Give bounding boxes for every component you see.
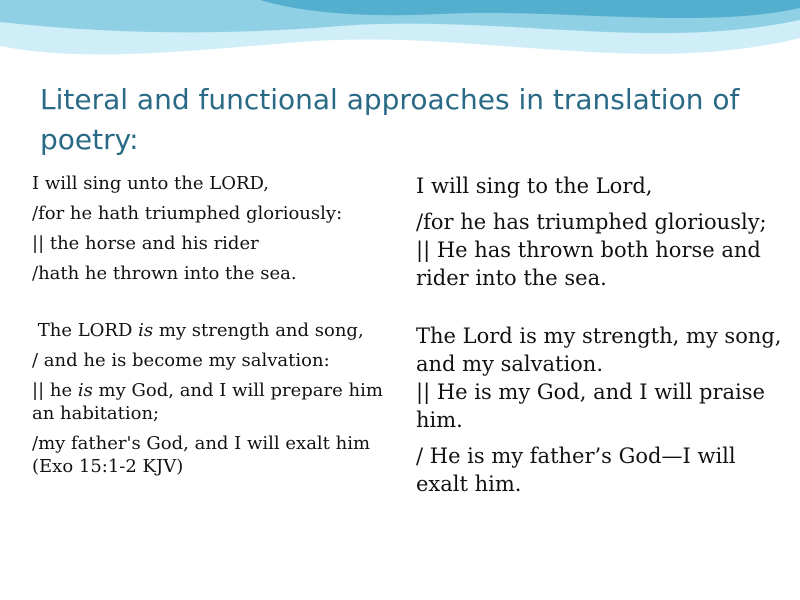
kjv-line: / and he is become my salvation: [32,350,330,371]
kjv-line [32,319,392,342]
kjv-line: /hath he thrown into the sea. [32,263,297,284]
text-segment: my God, and I will prepare him an habitation; [32,380,383,424]
stanza-gap [32,292,392,319]
modern-line [416,208,784,292]
kjv-line [32,379,392,425]
functional-translation-column [416,172,784,506]
modern-line [416,322,784,434]
literal-translation-column [32,172,392,485]
text-segment: || he [32,380,78,401]
wave-banner-decoration [0,0,800,90]
kjv-line: I will sing unto the LORD, [32,173,270,194]
italic-word: is [138,320,154,341]
modern-line: I will sing to the Lord, [416,174,653,198]
text-segment: /for he has triumphed gloriously; [416,210,767,234]
stanza-gap [416,300,784,322]
kjv-line: || the horse and his rider [32,233,259,254]
text-segment: The Lord is my strength, my song, and my salvation. [416,324,782,376]
slide-title: Literal and functional approaches in translation of poetry: [40,83,740,156]
kjv-line: /for he hath triumphed gloriously: [32,203,343,224]
kjv-line: /my father's God, and I will exalt him (Exo 15:1-2 KJV) [32,433,371,477]
text-segment: || He is my God, and I will praise him. [416,380,765,432]
text-segment: The LORD [32,320,139,341]
italic-word: is [77,380,93,401]
text-segment: || He has thrown both horse and rider into the sea. [416,238,761,290]
text-segment: my strength and song, [153,320,364,341]
modern-line: / He is my father’s God—I will exalt him. [416,444,736,496]
